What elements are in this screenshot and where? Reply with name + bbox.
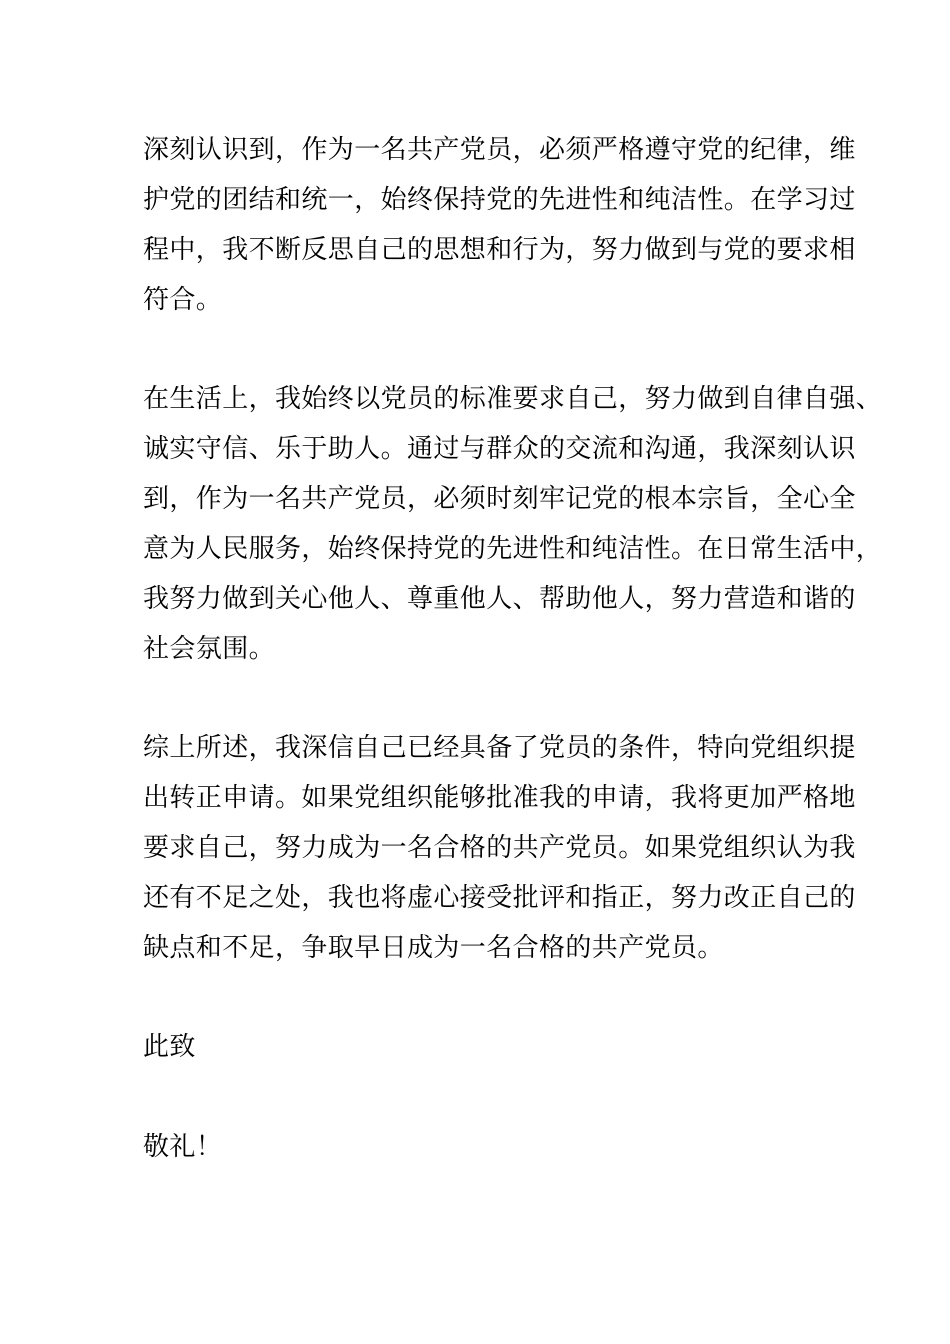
text-line: 护党的团结和统一，始终保持党的先进性和纯洁性。在学习过: [143, 185, 856, 215]
text-line: 还有不足之处，我也将虚心接受批评和指正，努力改正自己的: [143, 883, 856, 913]
closing-text: 此致: [143, 1032, 196, 1062]
text-line: 符合。: [143, 285, 223, 315]
text-line: 我努力做到关心他人、尊重他人、帮助他人，努力营造和谐的: [143, 584, 856, 614]
text-line: 到，作为一名共产党员，必须时刻牢记党的根本宗旨，全心全: [143, 484, 856, 514]
text-line: 意为人民服务，始终保持党的先进性和纯洁性。在日常生活中，: [143, 534, 883, 564]
text-line: 程中，我不断反思自己的思想和行为，努力做到与党的要求相: [143, 235, 856, 265]
text-line: 综上所述，我深信自己已经具备了党员的条件，特向党组织提: [143, 733, 856, 763]
text-line: 要求自己，努力成为一名合格的共产党员。如果党组织认为我: [143, 833, 856, 863]
text-line: 缺点和不足，争取早日成为一名合格的共产党员。: [143, 933, 724, 963]
text-line: 在生活上，我始终以党员的标准要求自己，努力做到自律自强、: [143, 384, 883, 414]
text-line: 出转正申请。如果党组织能够批准我的申请，我将更加严格地: [143, 783, 856, 813]
salute-text: 敬礼！: [143, 1132, 223, 1162]
text-line: 社会氛围。: [143, 634, 276, 664]
text-line: 诚实守信、乐于助人。通过与群众的交流和沟通，我深刻认识: [143, 434, 856, 464]
text-line: 深刻认识到，作为一名共产党员，必须严格遵守党的纪律，维: [143, 135, 856, 165]
